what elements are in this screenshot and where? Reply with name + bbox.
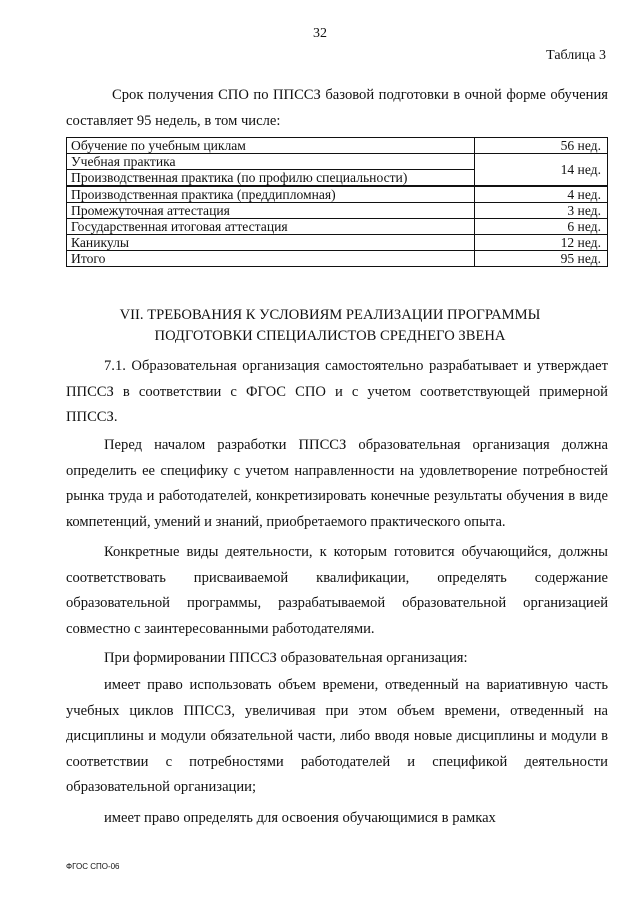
row-value: 3 нед. (475, 203, 608, 219)
paragraph-right-to-determine: имеет право определять для освоения обучающимися в рамках (104, 810, 496, 826)
row-value: 6 нед. (475, 219, 608, 235)
row-label: Государственная итоговая аттестация (67, 219, 475, 235)
row-label: Обучение по учебным циклам (67, 138, 475, 154)
row-label: Производственная практика (по профилю специальности) (67, 170, 475, 187)
section-heading-line2: ПОДГОТОВКИ СПЕЦИАЛИСТОВ СРЕДНЕГО ЗВЕНА (154, 328, 506, 344)
table-label: Таблица 3 (546, 48, 606, 63)
table-row (67, 203, 608, 219)
page-number: 32 (313, 26, 327, 41)
row-value: 14 нед. (475, 154, 608, 187)
paragraph-formation: При формировании ППССЗ образовательная организация: (104, 650, 468, 666)
row-label: Каникулы (67, 235, 475, 251)
paragraph-activities: Конкретные виды деятельности, к которым готовится обучающийся, должны соответствовать присваиваемой квалификации, определять содержание образовательной программы, разрабатываемой образовательной организацией совместно с заинтересованными работодателями. (66, 544, 608, 637)
table-row (67, 219, 608, 235)
row-value: 4 нед. (475, 186, 608, 203)
table-row (67, 154, 608, 170)
footer-code: ФГОС СПО-06 (66, 862, 120, 871)
row-value: 56 нед. (475, 138, 608, 154)
row-value: 95 нед. (475, 251, 608, 267)
row-value: 12 нед. (475, 235, 608, 251)
table-row (67, 235, 608, 251)
table-row (67, 251, 608, 267)
row-label: Производственная практика (преддипломная) (67, 186, 475, 203)
row-label: Учебная практика (67, 154, 475, 170)
section-heading-line1: VII. ТРЕБОВАНИЯ К УСЛОВИЯМ РЕАЛИЗАЦИИ ПРОГРАММЫ (119, 307, 541, 323)
duration-table (66, 137, 608, 267)
row-label: Промежуточная аттестация (67, 203, 475, 219)
table-row (67, 138, 608, 154)
row-label: Итого (67, 251, 475, 267)
section-heading (40, 305, 620, 347)
table-row (67, 186, 608, 203)
intro-paragraph: Срок получения СПО по ППССЗ базовой подготовки в очной форме обучения составляет 95 недель, в том числе: (66, 87, 608, 129)
paragraph-variative: имеет право использовать объем времени, отведенный на вариативную часть учебных циклов ППССЗ, увеличивая при этом объем времени, отведенный на дисциплины и модули обязательной части, либо вводя новые дисциплины и модули в соответствии с потребностями работодателей и спецификой деятельности образовательной организации; (66, 677, 608, 796)
paragraph-7-1: 7.1. Образовательная организация самостоятельно разрабатывает и утверждает ППССЗ в соответствии с ФГОС СПО и с учетом соответствующей примерной ППССЗ. (66, 358, 608, 426)
paragraph-specifics: Перед началом разработки ППССЗ образовательная организация должна определить ее специфику с учетом направленности на удовлетворение потребностей рынка труда и работодателей, конкретизировать конечные результаты обучения в виде компетенций, умений и знаний, приобретаемого практического опыта. (66, 437, 608, 530)
